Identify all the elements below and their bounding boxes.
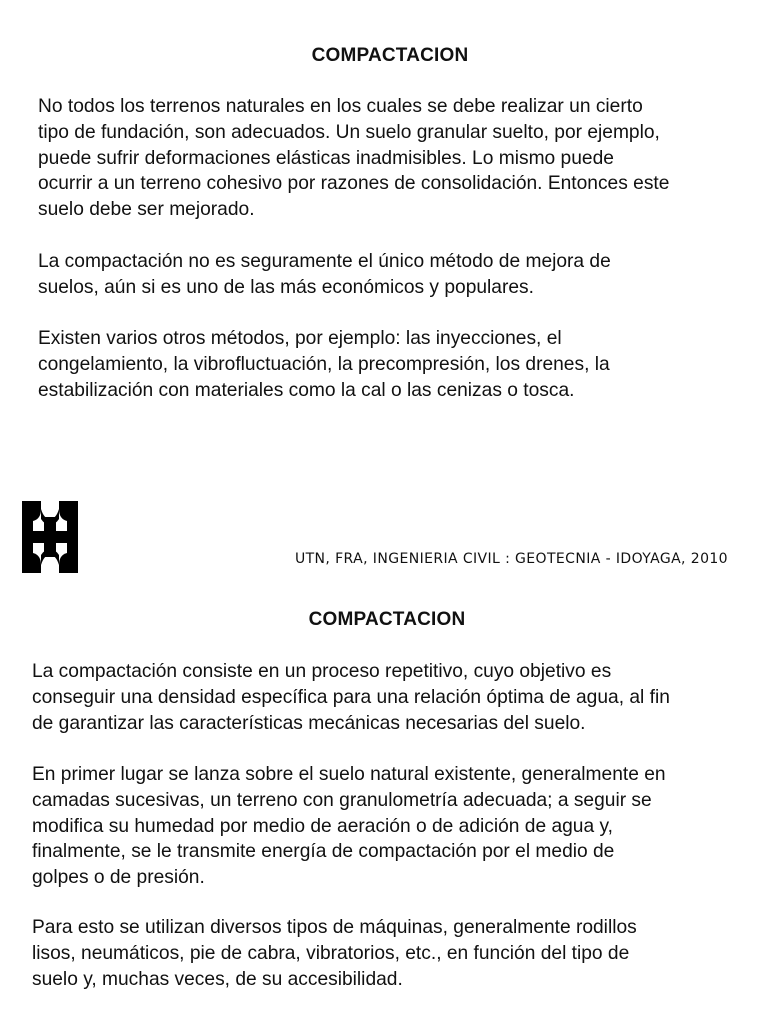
slide-1 xyxy=(0,0,768,490)
slide-2-paragraph-3: Para esto se utilizan diversos tipos de máquinas, generalmente rodillos lisos, neumáticos, pie de cabra, vibratorios, etc., en función del tipo de suelo y, muchas veces, de su accesibilidad. xyxy=(32,917,637,990)
slide-2-paragraph-2: En primer lugar se lanza sobre el suelo natural existente, generalmente en camadas sucesivas, un terreno con granulometría adecuada; a seguir se modifica su humedad por medio de aeración o de adición de agua y, finalmente, se le transmite energía de compactación por el medio de golpes o de presión. xyxy=(32,764,666,889)
utn-logo-icon xyxy=(22,501,78,573)
footer-credit: UTN, FRA, INGENIERIA CIVIL : GEOTECNIA - IDOYAGA, 2010 xyxy=(294,551,728,567)
slide-1-title: COMPACTACION xyxy=(311,45,469,66)
slide-1-paragraph-3: Existen varios otros métodos, por ejemplo: las inyecciones, el congelamiento, la vibrofluctuación, la precompresión, los drenes, la estabilización con materiales como la cal o las cenizas o tosca. xyxy=(38,328,610,401)
slide-1-paragraph-2: La compactación no es seguramente el único método de mejora de suelos, aún si es uno de las más económicos y populares. xyxy=(38,251,611,298)
slide-2-title: COMPACTACION xyxy=(308,609,466,630)
slide-2 xyxy=(0,490,768,1024)
slide-2-paragraph-1: La compactación consiste en un proceso repetitivo, cuyo objetivo es conseguir una densidad específica para una relación óptima de agua, al fin de garantizar las características mecánicas necesarias del suelo. xyxy=(32,661,670,734)
slide-1-paragraph-1: No todos los terrenos naturales en los cuales se debe realizar un cierto tipo de fundación, son adecuados. Un suelo granular suelto, por ejemplo, puede sufrir deformaciones elásticas inadmisibles. Lo mismo puede ocurrir a un terreno cohesivo por razones de consolidación. Entonces este suelo debe ser mejorado. xyxy=(38,96,670,221)
